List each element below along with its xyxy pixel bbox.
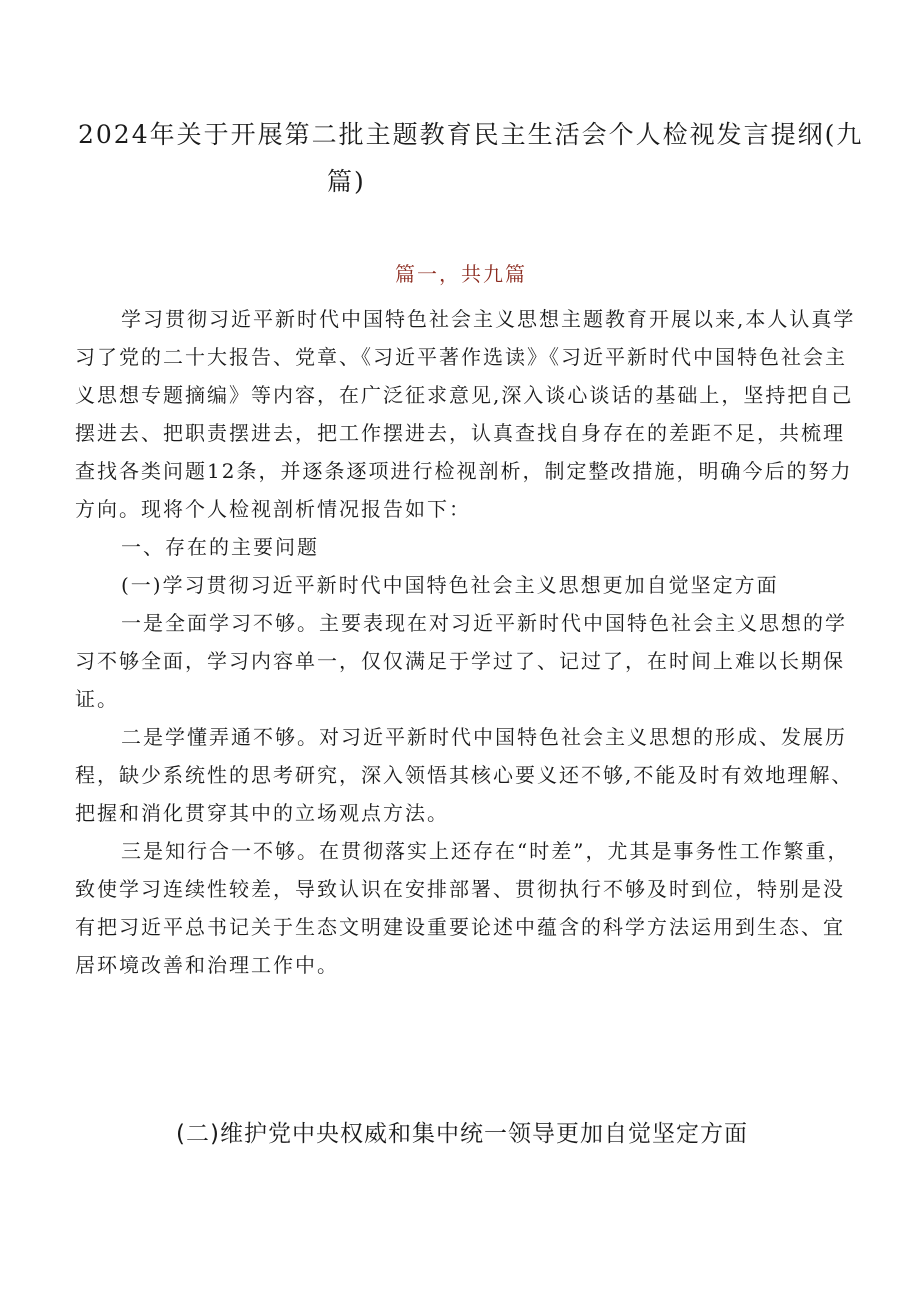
paragraph-point-2: 二是学懂弄通不够。对习近平新时代中国特色社会主义思想的形成、发展历程，缺少系统性的思考研究，深入领悟其核心要义还不够,不能及时有效地理解、把握和消化贯穿其中的立场观点方法。 xyxy=(75,725,854,825)
section-subtitle: 篇一，共九篇 xyxy=(395,262,527,286)
document-title-line-1: 2024年关于开展第二批主题教育民主生活会个人检视发言提纲(九 xyxy=(78,120,864,149)
subsection-heading-2: (二)维护党中央权威和集中统一领导更加自觉坚定方面 xyxy=(176,1121,748,1147)
subsection-heading-1: (一)学习贯彻习近平新时代中国特色社会主义思想更加自觉坚定方面 xyxy=(121,573,779,597)
paragraph-intro: 学习贯彻习近平新时代中国特色社会主义思想主题教育开展以来,本人认真学习了党的二十大报告、党章、《习近平著作选读》《习近平新时代中国特色社会主义思想专题摘编》等内容，在广泛征求意见,深入谈心谈话的基础上，坚持把自己摆进去、把职责摆进去，把工作摆进去，认真查找自身存在的差距不足，共梳理查找各类问题12条，并逐条逐项进行检视剖析，制定整改措施，明确今后的努力方向。现将个人检视剖析情况报告如下： xyxy=(75,307,856,521)
paragraph-point-1: 一是全面学习不够。主要表现在对习近平新时代中国特色社会主义思想的学习不够全面，学习内容单一，仅仅满足于学过了、记过了，在时间上难以长期保证。 xyxy=(75,611,847,711)
section-heading-1: 一、存在的主要问题 xyxy=(121,535,319,559)
document-title-line-2: 篇) xyxy=(327,167,366,196)
paragraph-point-3: 三是知行合一不够。在贯彻落实上还存在“时差”，尤其是事务性工作繁重，致使学习连续性较差，导致认识在安排部署、贯彻执行不够及时到位，特别是没有把习近平总书记关于生态文明建设重要论述中蕴含的科学方法运用到生态、宜居环境改善和治理工作中。 xyxy=(75,839,850,977)
body-text xyxy=(75,300,865,984)
